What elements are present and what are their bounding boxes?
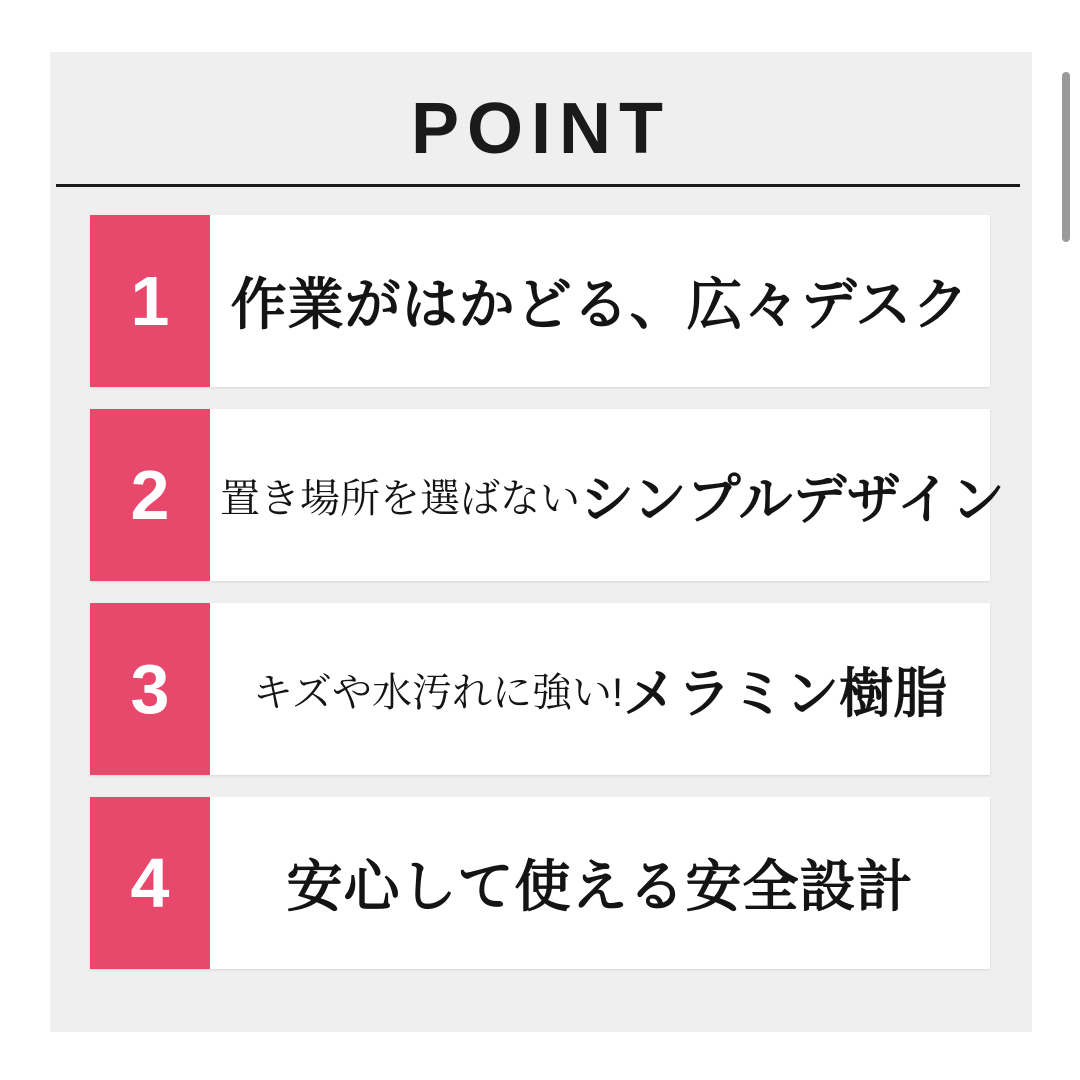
point-text-emphasis: 安心して使える安全設計 [286, 855, 914, 918]
point-text [210, 215, 990, 387]
list-item [90, 215, 990, 387]
list-item [90, 797, 990, 969]
point-text-emphasis: シンプルデザイン [580, 469, 1005, 530]
point-number-badge: 3 [90, 603, 210, 775]
point-number-badge: 4 [90, 797, 210, 969]
page-title: POINT [410, 89, 671, 169]
list-item [90, 409, 1005, 581]
point-text-emphasis: メラミン樹脂 [623, 663, 948, 724]
point-text [210, 797, 990, 969]
list-item [90, 603, 990, 775]
point-panel [50, 52, 1032, 1032]
point-text-lead: 置き場所を選ばない [220, 476, 580, 521]
point-text [210, 603, 990, 775]
point-text-emphasis: 作業がはかどる、広々デスク [230, 273, 970, 336]
point-number-badge: 2 [90, 409, 210, 581]
point-list [50, 187, 1032, 969]
point-text [210, 409, 1015, 581]
point-number-badge: 1 [90, 215, 210, 387]
scrollbar-thumb[interactable] [1062, 72, 1070, 242]
point-text-lead: キズや水汚れに強い! [252, 670, 624, 715]
